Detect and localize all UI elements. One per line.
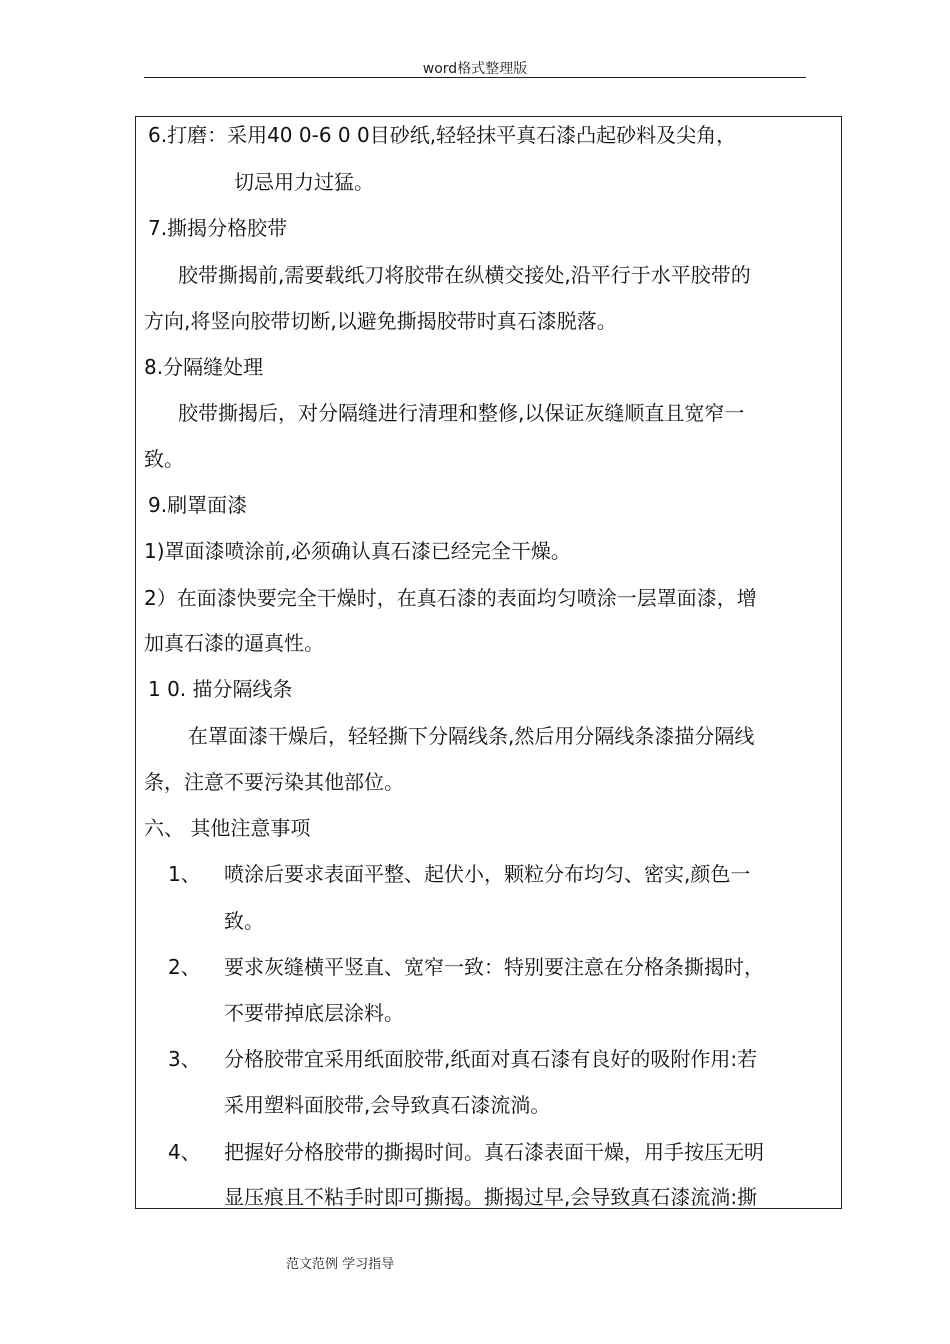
section-heading: 1 0. 描分隔线条 [148, 677, 293, 701]
list-number: 1、 [168, 862, 201, 886]
text-line: 6.打磨：采用40 0-6 0 0目砂纸,轻轻抹平真石漆凸起砂料及尖角， [148, 123, 737, 147]
list-number: 4、 [168, 1140, 201, 1164]
text-line: 2）在面漆快要完全干燥时，在真石漆的表面均匀喷涂一层罩面漆，增 [144, 586, 757, 610]
section-heading: 8.分隔缝处理 [144, 355, 264, 379]
list-number: 3、 [168, 1047, 201, 1071]
section-heading: 六、 其他注意事项 [144, 816, 311, 840]
text-line: 1)罩面漆喷涂前,必须确认真石漆已经完全干燥。 [144, 539, 571, 563]
content-box [135, 116, 842, 1209]
text-line: 胶带撕揭后，对分隔缝进行清理和整修,以保证灰缝顺直且宽窄一 [178, 401, 745, 425]
list-number: 2、 [168, 955, 201, 979]
list-item-text: 把握好分格胶带的撕揭时间。真石漆表面干燥，用手按压无明 [224, 1140, 764, 1164]
list-item-text: 致。 [224, 909, 264, 933]
list-item-text: 分格胶带宜采用纸面胶带,纸面对真石漆有良好的吸附作用:若 [224, 1047, 758, 1071]
text-line: 切忌用力过猛。 [234, 170, 374, 194]
list-item-text: 喷涂后要求表面平整、起伏小，颗粒分布均匀、密实,颜色一 [224, 862, 751, 886]
list-item-text: 显压痕且不粘手时即可撕揭。撕揭过早,会导致真石漆流淌:撕 [224, 1185, 758, 1209]
section-heading: 7.撕揭分格胶带 [148, 216, 288, 240]
text-line: 在罩面漆干燥后，轻轻撕下分隔线条,然后用分隔线条漆描分隔线 [188, 724, 755, 748]
text-line: 条，注意不要污染其他部位。 [144, 770, 404, 794]
list-item-text: 采用塑料面胶带,会导致真石漆流淌。 [224, 1093, 551, 1117]
section-heading: 9.刷罩面漆 [148, 493, 248, 517]
header-rule [144, 77, 806, 78]
text-line: 加真石漆的逼真性。 [144, 631, 324, 655]
list-item-text: 不要带掉底层涂料。 [224, 1001, 404, 1025]
list-item-text: 要求灰缝横平竖直、宽窄一致：特别要注意在分格条撕揭时， [224, 955, 764, 979]
text-line: 胶带撕揭前,需要载纸刀将胶带在纵横交接处,沿平行于水平胶带的 [178, 263, 751, 287]
text-line: 方向,将竖向胶带切断,以避免撕揭胶带时真石漆脱落。 [144, 309, 617, 333]
page-footer-text: 范文范例 学习指导 [286, 1257, 395, 1272]
text-line: 致。 [144, 447, 184, 471]
page-header-title: word格式整理版 [422, 61, 528, 77]
